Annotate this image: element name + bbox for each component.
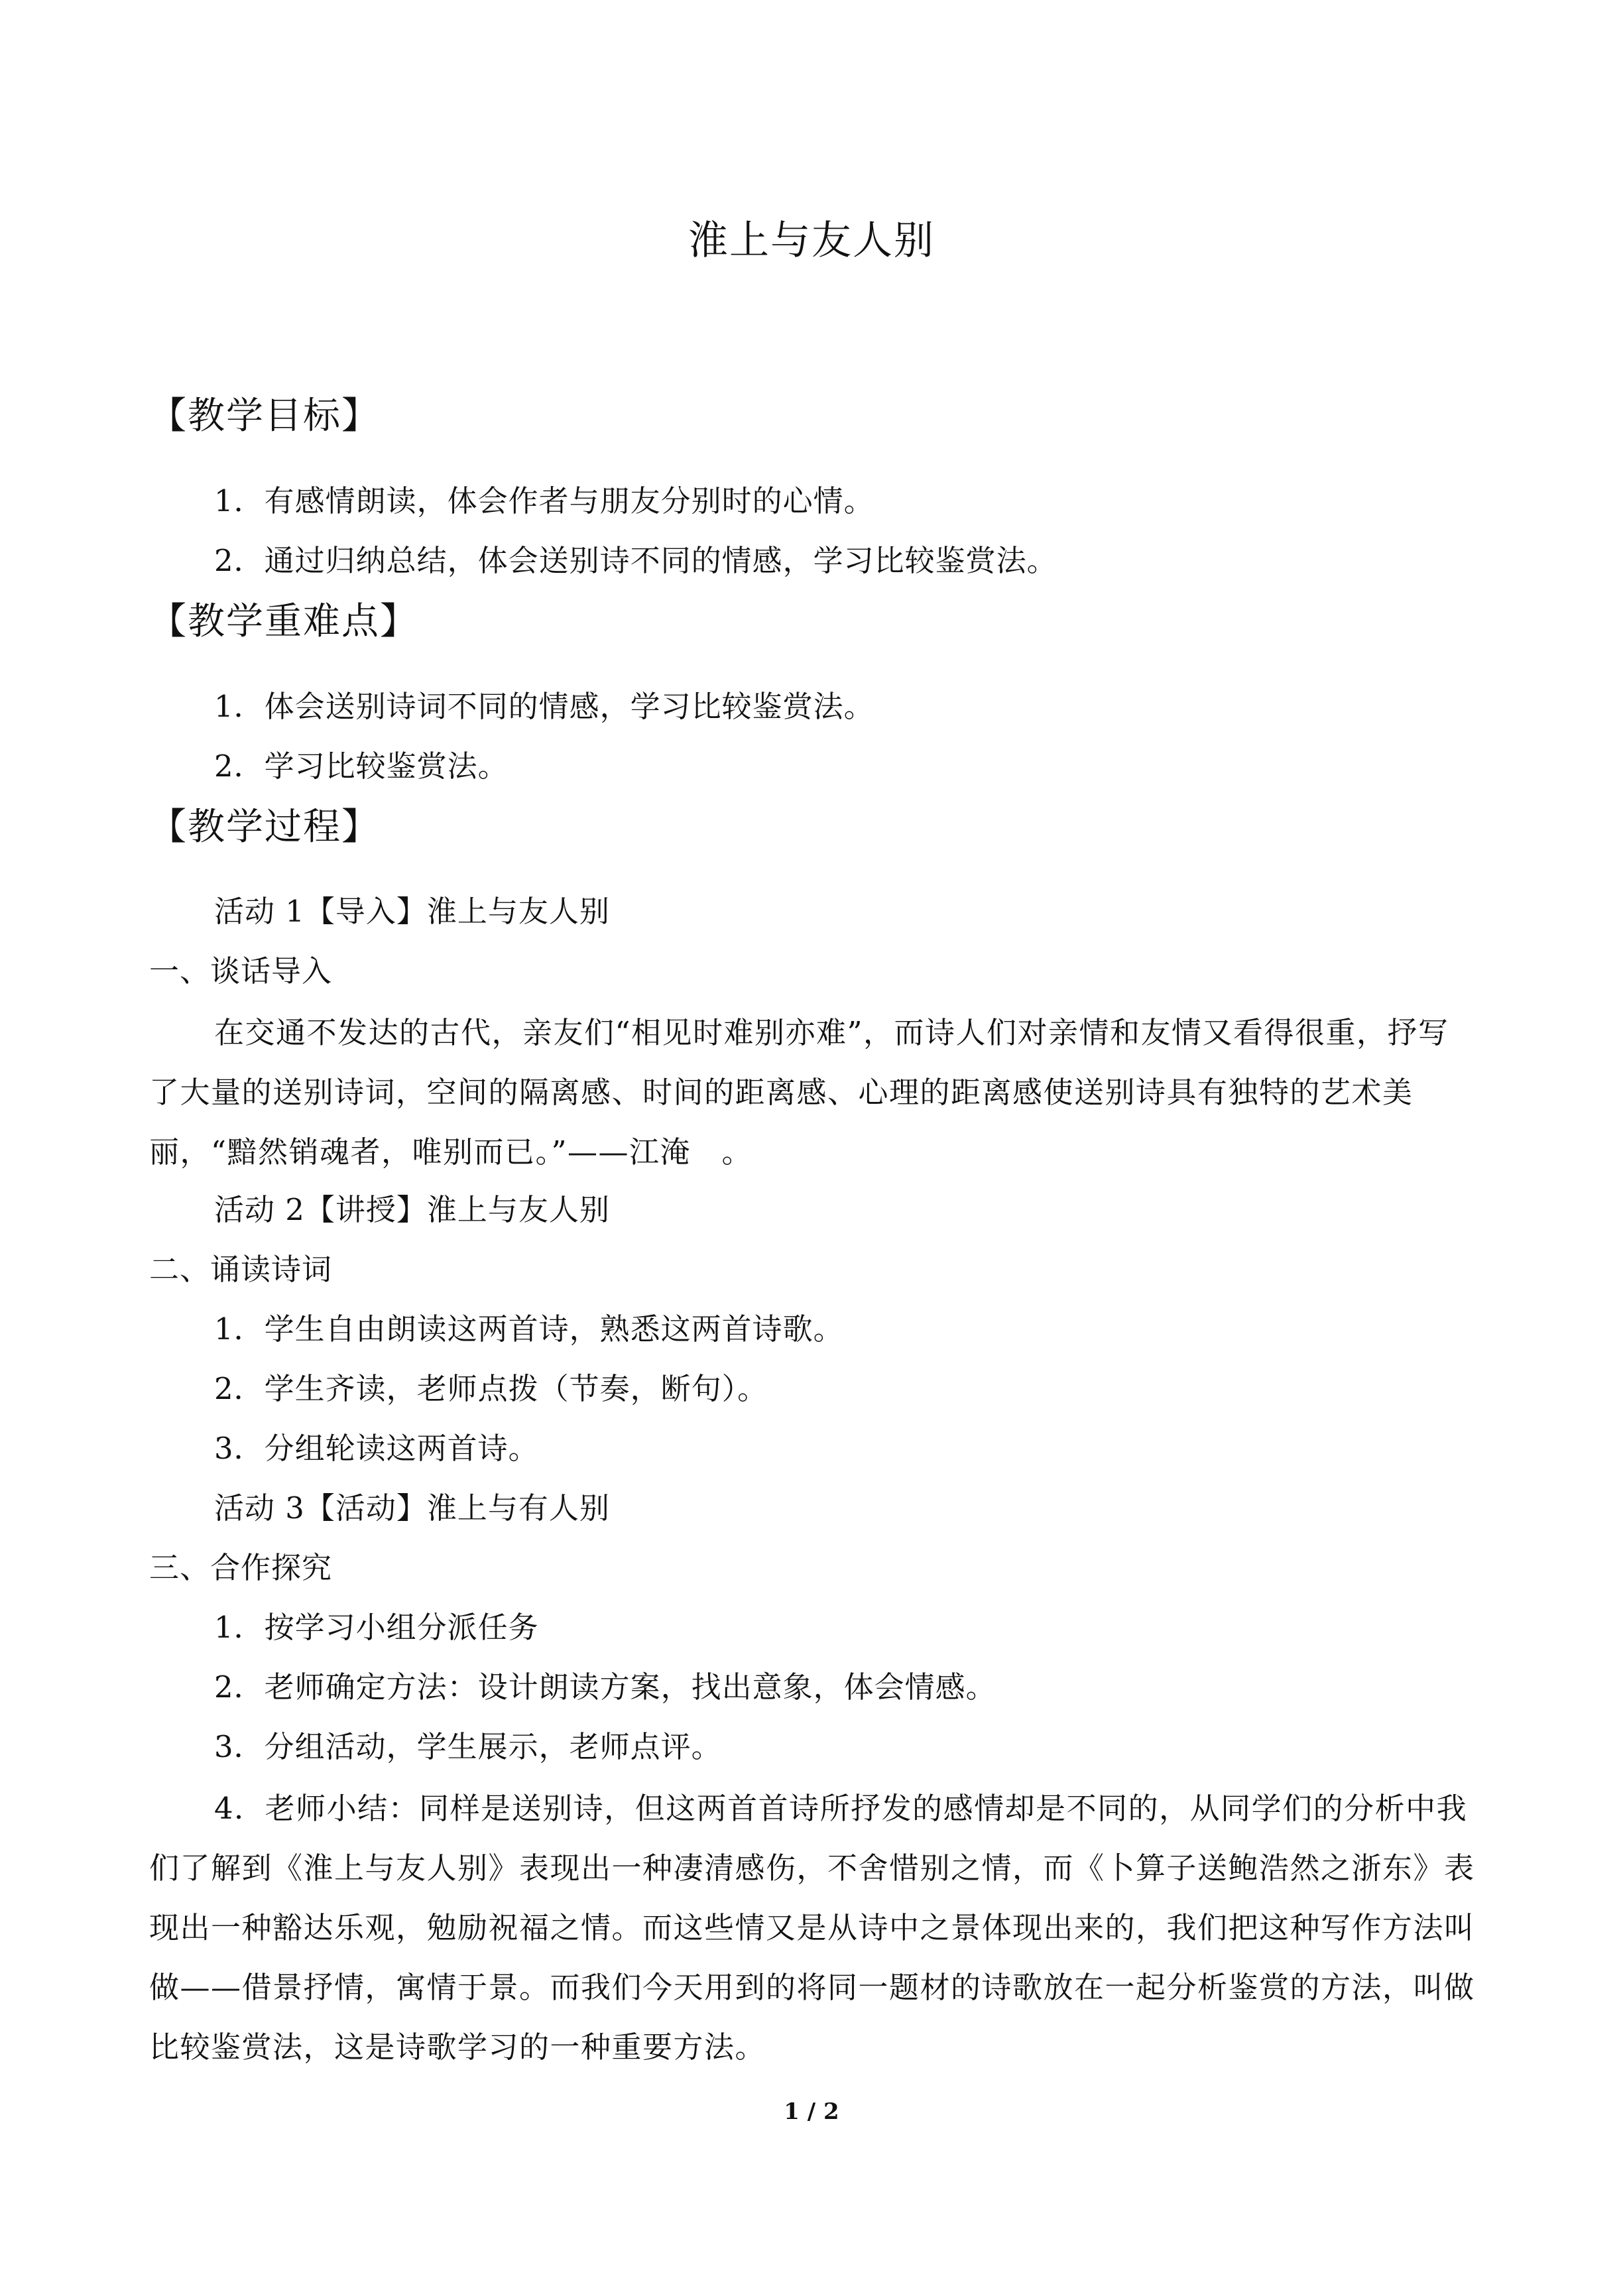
activity-1: 活动 1【导入】淮上与友人别 <box>214 894 610 929</box>
activity-2: 活动 2【讲授】淮上与友人别 <box>214 1192 610 1227</box>
part-1-title: 一、谈话导入 <box>149 953 333 989</box>
part-3-item-3: 3．分组活动，学生展示，老师点评。 <box>214 1729 722 1764</box>
heading-key-points: 【教学重难点】 <box>149 600 418 643</box>
part-2-item-1: 1．学生自由朗读这两首诗，熟悉这两首诗歌。 <box>214 1311 844 1347</box>
part-2-item-2: 2．学生齐读，老师点拨（节奏，断句）。 <box>214 1371 768 1406</box>
objective-item-2: 2．通过归纳总结，体会送别诗不同的情感，学习比较鉴赏法。 <box>214 543 1057 578</box>
objective-item-1: 1．有感情朗读，体会作者与朋友分别时的心情。 <box>214 483 874 518</box>
activity-3: 活动 3【活动】淮上与有人别 <box>214 1490 610 1526</box>
page-number: 1 / 2 <box>784 2098 839 2125</box>
part-3-item-1: 1．按学习小组分派任务 <box>214 1610 539 1645</box>
document-title: 淮上与友人别 <box>688 217 935 264</box>
part-3-item-2: 2．老师确定方法：设计朗读方案，找出意象，体会情感。 <box>214 1669 996 1705</box>
key-point-item-1: 1．体会送别诗词不同的情感，学习比较鉴赏法。 <box>214 689 874 724</box>
part-3-title: 三、合作探究 <box>149 1550 333 1585</box>
part-1-paragraph: 在交通不发达的古代，亲友们“相见时难别亦难”，而诗人们对亲情和友情又看得很重，抒写了大量的送别诗词，空间的隔离感、时间的距离感、心理的距离感使送别诗具有独特的艺术美丽，“黯然销魂者，唯别而已。”——江淹 。 <box>149 1015 1449 1170</box>
part-2-item-3: 3．分组轮读这两首诗。 <box>214 1431 539 1466</box>
key-point-item-2: 2．学习比较鉴赏法。 <box>214 749 509 784</box>
heading-process: 【教学过程】 <box>149 806 380 849</box>
part-2-title: 二、诵读诗词 <box>149 1252 333 1287</box>
heading-objectives: 【教学目标】 <box>149 394 380 438</box>
part-3-summary-paragraph: 4．老师小结：同样是送别诗，但这两首首诗所抒发的感情却是不同的，从同学们的分析中我们了解到《淮上与友人别》表现出一种凄清感伤，不舍惜别之情，而《卜算子送鲍浩然之浙东》表现出一种豁达乐观，勉励祝福之情。而这些情又是从诗中之景体现出来的，我们把这种写作方法叫做——借景抒情，寓情于景。而我们今天用到的将同一题材的诗歌放在一起分析鉴赏的方法，叫做比较鉴赏法，这是诗歌学习的一种重要方法。 <box>149 1791 1475 2065</box>
